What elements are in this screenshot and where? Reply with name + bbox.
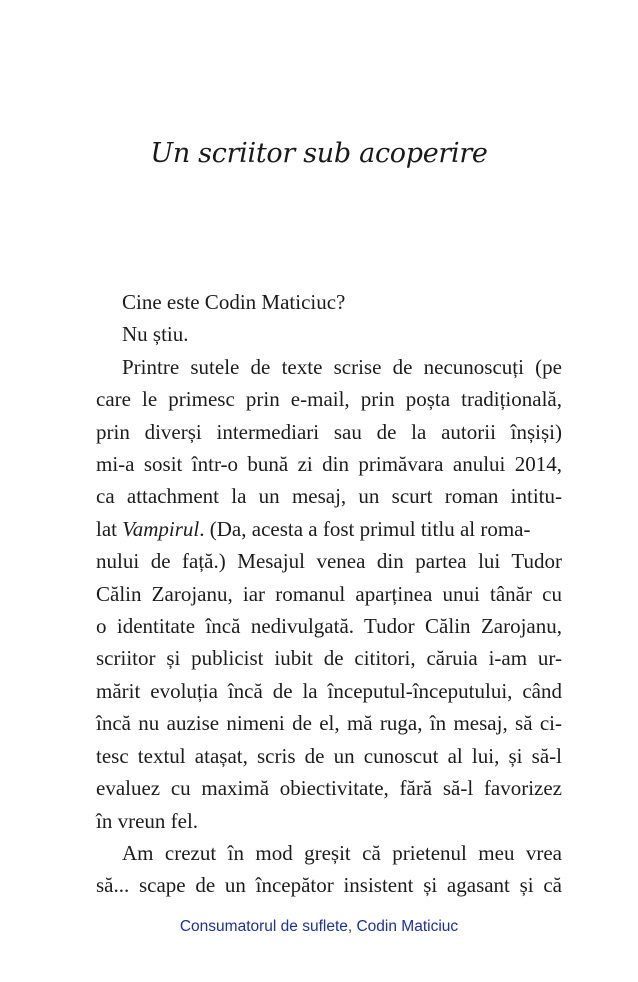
text-line: ca attachment la un mesaj, un scurt roman intitu- — [96, 484, 562, 509]
text-line: o identitate încă nedivulgată. Tudor Călin Zarojanu, — [96, 614, 562, 639]
text-line: în vreun fel. — [96, 808, 199, 833]
text-line: prin diverși intermediari sau de la autorii înșiși) — [96, 419, 562, 444]
text-line: mi-a sosit într-o bună zi din primăvara anului 2014, — [96, 452, 562, 477]
text-line: Printre sutele de texte scrise de necunoscuți (pe — [122, 354, 562, 379]
body-text — [96, 286, 562, 902]
text-line — [96, 513, 562, 545]
text-line: Călin Zarojanu, iar romanul aparținea unui tânăr cu — [96, 581, 562, 606]
text-line: Nu știu. — [122, 322, 189, 347]
text-line: Am crezut în mod greșit că prietenul meu vrea — [122, 840, 562, 865]
text-line: să... scape de un începător insistent și agasant și că — [96, 873, 562, 898]
text-line: tesc textul atașat, scris de un cunoscut al lui, și să-l — [96, 743, 562, 768]
book-title-italic: Vampirul — [122, 516, 200, 541]
text-line: evaluez cu maximă obiectivitate, fără să-l favorizez — [96, 776, 562, 801]
text-fragment: . (Da, acesta a fost primul titlu al roma- — [199, 516, 531, 541]
chapter-title: Un scriitor sub acoperire — [150, 138, 488, 169]
text-line: Cine este Codin Maticiuc? — [122, 290, 346, 314]
text-line: mărit evoluția încă de la începutul-începutului, când — [96, 678, 562, 703]
text-line: care le primesc prin e-mail, prin poșta tradițională, — [96, 387, 562, 412]
text-fragment: lat — [96, 516, 123, 541]
text-line: scriitor și publicist iubit de cititori, căruia i-am ur- — [96, 646, 562, 671]
text-line: încă nu auzise nimeni de el, mă ruga, în mesaj, să ci- — [96, 711, 562, 736]
page-footer: Consumatorul de suflete, Codin Maticiuc — [179, 918, 459, 935]
text-line: nului de față.) Mesajul venea din partea lui Tudor — [96, 549, 562, 574]
